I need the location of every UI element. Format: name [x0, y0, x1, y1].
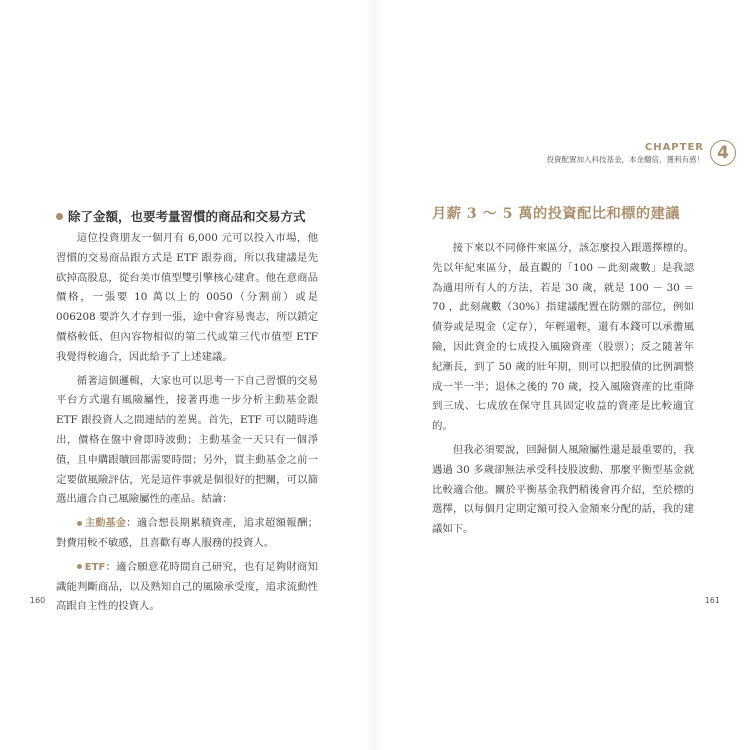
section-title-text: 除了金額，也要考量習慣的商品和交易方式: [68, 209, 306, 224]
paragraph: 這位投資朋友一個月有 6,000 元可以投入市場，他習慣的交易商品跟方式是 ETF 跟券商，所以我建議是先砍掉高股息，從台美市值型雙引擎核心建倉。他在意商品價格，一張要 10 萬以上的 0050（分割前）或是 006208 要許久才存到一張，途中會容易喪志，所以鎖定價格較低、但內容物相似的第二代或第三代市值型 ETF 我覺得較適合，因此給予了上述建議。: [56, 232, 318, 363]
chapter-header: [547, 140, 737, 166]
chapter-text: [547, 142, 705, 165]
list-item: [56, 558, 318, 617]
list-item: [56, 514, 318, 554]
page-number-right: 161: [704, 596, 720, 605]
paragraph: 接下來以不同條件來區分，該怎麼投入跟選擇標的。先以年紀來區分，最直觀的「100 －此刻歲數」是我認為適用所有人的方法，若是 30 歲，就是 100 － 30 ＝ 70 ，此刻歲數（30%）指建議配置在防禦的部位，例如債券或是現金（定存），年輕還輕，還有本錢可以承擔風險，因此資金的七成投入風險資產（股票）；反之隨著年紀漸長，到了 50 歲的壯年期，則可以把股債的比例調整成一半一半；退休之後的 70 歲，投入風險資產的比重降到三成、七成放在保守且具固定收益的資產是比較適宜的。: [432, 242, 694, 433]
list-item-key: ETF: [84, 561, 106, 573]
left-body-text: [56, 229, 318, 617]
paragraph: 但我必須要說，回歸個人風險屬性還是最重要的，我遇過 30 多歲卻無法承受科技股波動、那麼平衡型基金就比較適合他。關於平衡基金我們稍後會再介紹，至於標的選擇，以每個月定期定額可投入金額來分配的話，我的建議如下。: [432, 443, 694, 536]
chapter-subtitle: 投資配置加入科技基金，本金翻倍，獲利有感！: [546, 154, 704, 164]
list-item-text: ：適合願意花時間自己研究，也有足夠財商知識能判斷商品，以及熟知自己的風險承受度，追求流動性高跟自主性的投資人。: [56, 560, 318, 613]
bullet-dot-icon: [56, 213, 63, 220]
chapter-number-badge: 4: [710, 140, 736, 166]
bullet-dot-icon: [77, 521, 82, 526]
right-heading: 月薪 3 ～ 5 萬的投資配比和標的建議: [432, 206, 680, 222]
page-number-left: 160: [30, 596, 46, 605]
bullet-dot-icon: [77, 564, 82, 569]
list-item-key: 主動基金: [84, 518, 127, 530]
paragraph: 循著這個邏輯，大家也可以思考一下自己習慣的交易平台方式還有風險屬性，接著再進一步分析主動基金跟 ETF 跟投資人之間連結的差異。首先，ETF 可以隨時進出，價格在盤中會即時波動；主動基金一天只有一個淨值，且申購跟贖回都需要時間；另外，買主動基金之前一定要做風險評估，光是這件事就是個很好的把關，可以篩選出適合自己風險屬性的產品。結論：: [56, 374, 318, 506]
right-body-text: [432, 239, 694, 540]
section-title: [56, 207, 306, 225]
chapter-label: CHAPTER: [644, 141, 704, 153]
list-item-text: ：適合想長期累積資產，追求超額報酬；對費用較不敏感，且喜歡有專人服務的投資人。: [56, 517, 319, 549]
